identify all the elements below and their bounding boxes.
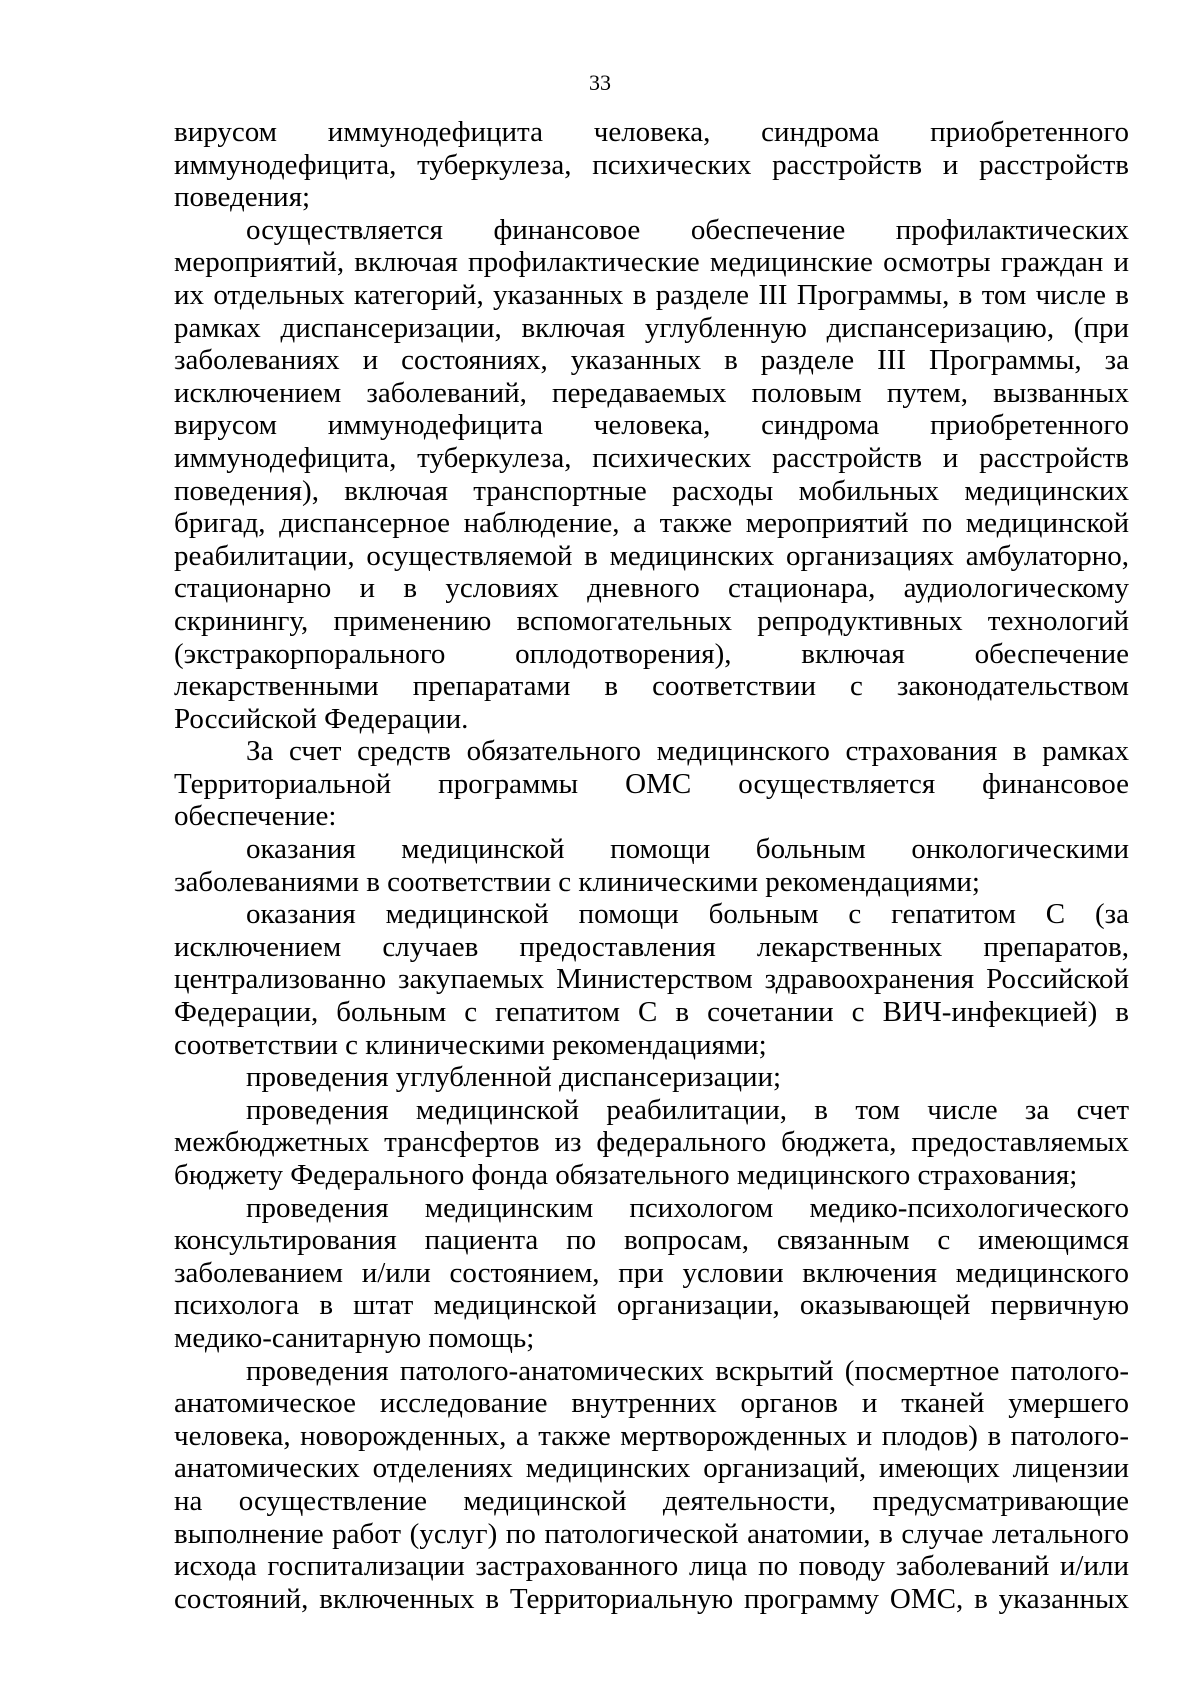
page-number: 33	[589, 70, 611, 95]
paragraph-preventive-measures: осуществляется финансовое обеспечение профилактических мероприятий, включая профилактические медицинские осмотры граждан и их отдельных категорий, указанных в разделе III Программы, в том числе в рамках диспансеризации, включая углубленную диспансеризацию, (при заболеваниях и состояниях, указанных в разделе III Программы, за исключением заболеваний, передаваемых половым путем, вызванных вирусом иммунодефицита человека, синдрома приобретенного иммунодефицита, туберкулеза, психических расстройств и расстройств поведения), включая транспортные расходы мобильных медицинских бригад, диспансерное наблюдение, а также мероприятий по медицинской реабилитации, осуществляемой в медицинских организациях амбулаторно, стационарно и в условиях дневного стационара, аудиологическому скринингу, применению вспомогательных репродуктивных технологий (экстракорпорального оплодотворения), включая обеспечение лекарственными препаратами в соответствии с законодательством Российской Федерации.	[174, 213, 1129, 735]
paragraph-in-depth-screening: проведения углубленной диспансеризации;	[246, 1061, 782, 1094]
paragraph-hepatitis-c-care: оказания медицинской помощи больным с гепатитом С (за исключением случаев предоставления лекарственных препаратов, централизованно закупаемых Министерством здравоохранения Российской Федерации, больным с гепатитом С в сочетании с ВИЧ-инфекцией) в соответствии с клиническими рекомендациями;	[174, 898, 1129, 1061]
paragraph-continuation: вирусом иммунодефицита человека, синдрома приобретенного иммунодефицита, туберкулеза, психических расстройств и расстройств поведения;	[174, 116, 1129, 214]
paragraph-medical-rehabilitation: проведения медицинской реабилитации, в том числе за счет межбюджетных трансфертов из федерального бюджета, предоставляемых бюджету Федерального фонда обязательного медицинского страхования;	[174, 1093, 1129, 1191]
paragraph-psychological-counseling: проведения медицинским психологом медико-психологического консультирования пациента по вопросам, связанным с имеющимся заболеванием и/или состоянием, при условии включения медицинского психолога в штат медицинской организации, оказывающей первичную медико-санитарную помощь;	[174, 1191, 1129, 1354]
paragraph-autopsies: проведения патолого-анатомических вскрытий (посмертное патолого-анатомическое исследование внутренних органов и тканей умершего человека, новорожденных, а также мертворожденных и плодов) в патолого-анатомических отделениях медицинских организаций, имеющих лицензии на осуществление медицинской деятельности, предусматривающие выполнение работ (услуг) по патологической анатомии, в случае летального исхода госпитализации застрахованного лица по поводу заболеваний и/или состояний, включенных в Территориальную программу ОМС, в указанных	[174, 1354, 1129, 1615]
paragraph-oms-financing-intro: За счет средств обязательного медицинского страхования в рамках Территориальной программы ОМС осуществляется финансовое обеспечение:	[174, 735, 1129, 833]
document-body	[174, 116, 1129, 1615]
paragraph-oncology-care: оказания медицинской помощи больным онкологическими заболеваниями в соответствии с клиническими рекомендациями;	[174, 833, 1129, 898]
